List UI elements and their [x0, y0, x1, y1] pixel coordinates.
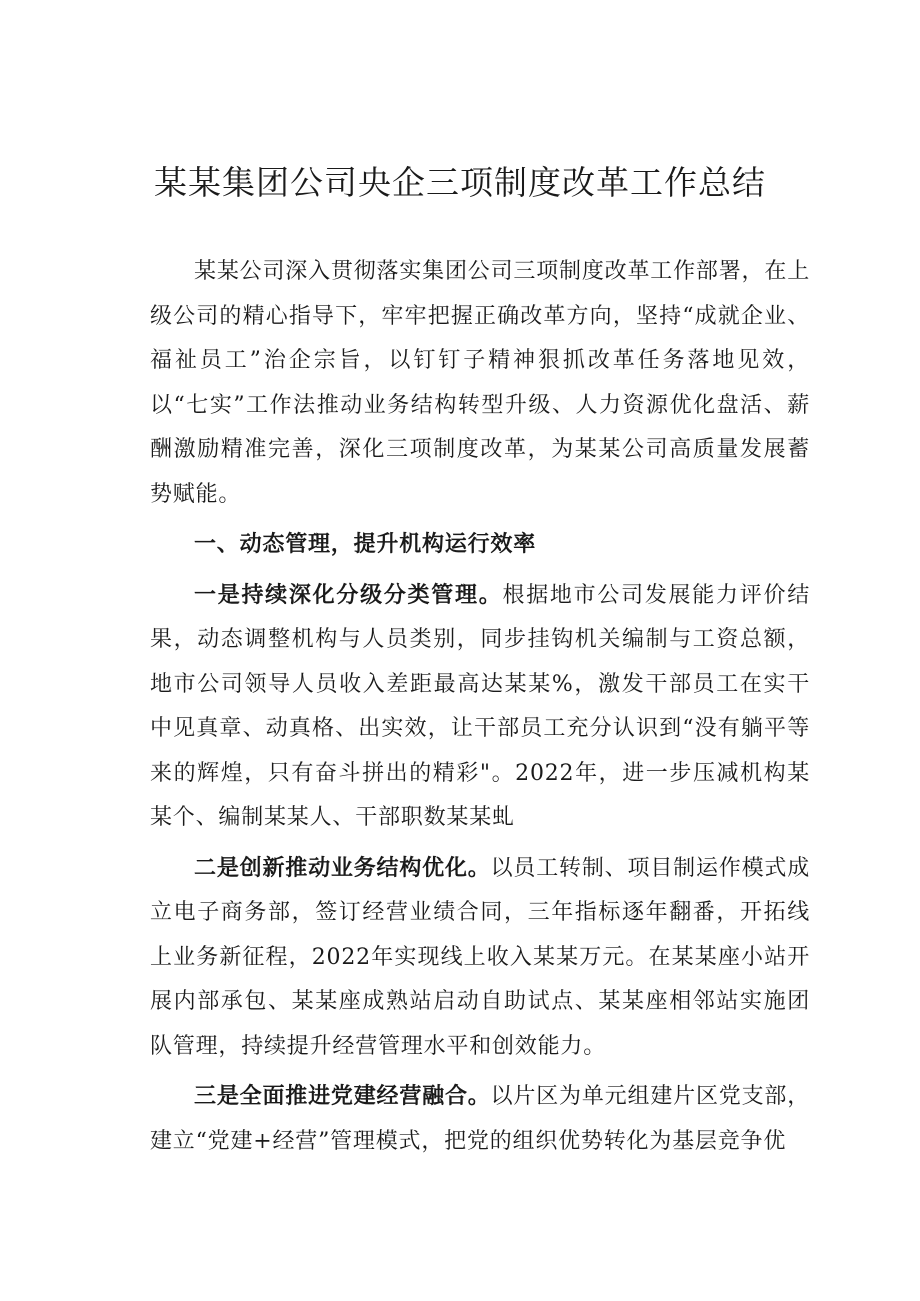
- intro-paragraph: 某某公司深入贯彻落实集团公司三项制度改革工作部署，在上级公司的精心指导下，牢牢把握正确改革方向，坚持“成就企业、福祉员工”治企宗旨，以钉钉子精神狠抓改革任务落地见效，以“七实”工作法推动业务结构转型升级、人力资源优化盘活、薪酬激励精准完善，深化三项制度改革，为某某公司高质量发展蓄势赋能。: [150, 259, 810, 507]
- item-text-2: 以员工转制、项目制运作模式成立电子商务部，签订经营业绩合同，三年指标逐年翻番，开拓线上业务新征程，2022年实现线上收入某某万元。在某某座小站开展内部承包、某某座成熟站启动自助试点、某某座相邻站实施团队管理，持续提升经营管理水平和创效能力。: [150, 855, 811, 1059]
- item-paragraph-1: [150, 574, 810, 841]
- item-lead-3: 三是全面推进党建经营融合。: [194, 1084, 491, 1109]
- document-body: [150, 250, 810, 1170]
- document-title: 某某集团公司央企三项制度改革工作总结: [154, 163, 766, 202]
- item-paragraph-2: [150, 847, 810, 1070]
- item-lead-2: 二是创新推动业务结构优化。: [194, 855, 491, 881]
- item-text-1: 根据地市公司发展能力评价结果，动态调整机构与人员类别，同步挂钩机关编制与工资总额，地市公司领导人员收入差距最高达某某%，激发干部员工在实干中见真章、动真格、出实效，让干部员工充分认识到“没有躺平等来的辉煌，只有奋斗拼出的精彩"。2022年，进一步压减机构某某个、编制某某人、干部职数某某虬: [150, 582, 810, 830]
- item-lead-1: 一是持续深化分级分类管理。: [194, 582, 503, 608]
- section-heading: 一、动态管理，提升机构运行效率: [194, 532, 537, 557]
- item-text-3: 以片区为单元组建片区党支部，建立“党建+经营”管理模式，把党的组织优势转化为基层竞争优: [150, 1084, 811, 1154]
- item-paragraph-3: [150, 1075, 810, 1164]
